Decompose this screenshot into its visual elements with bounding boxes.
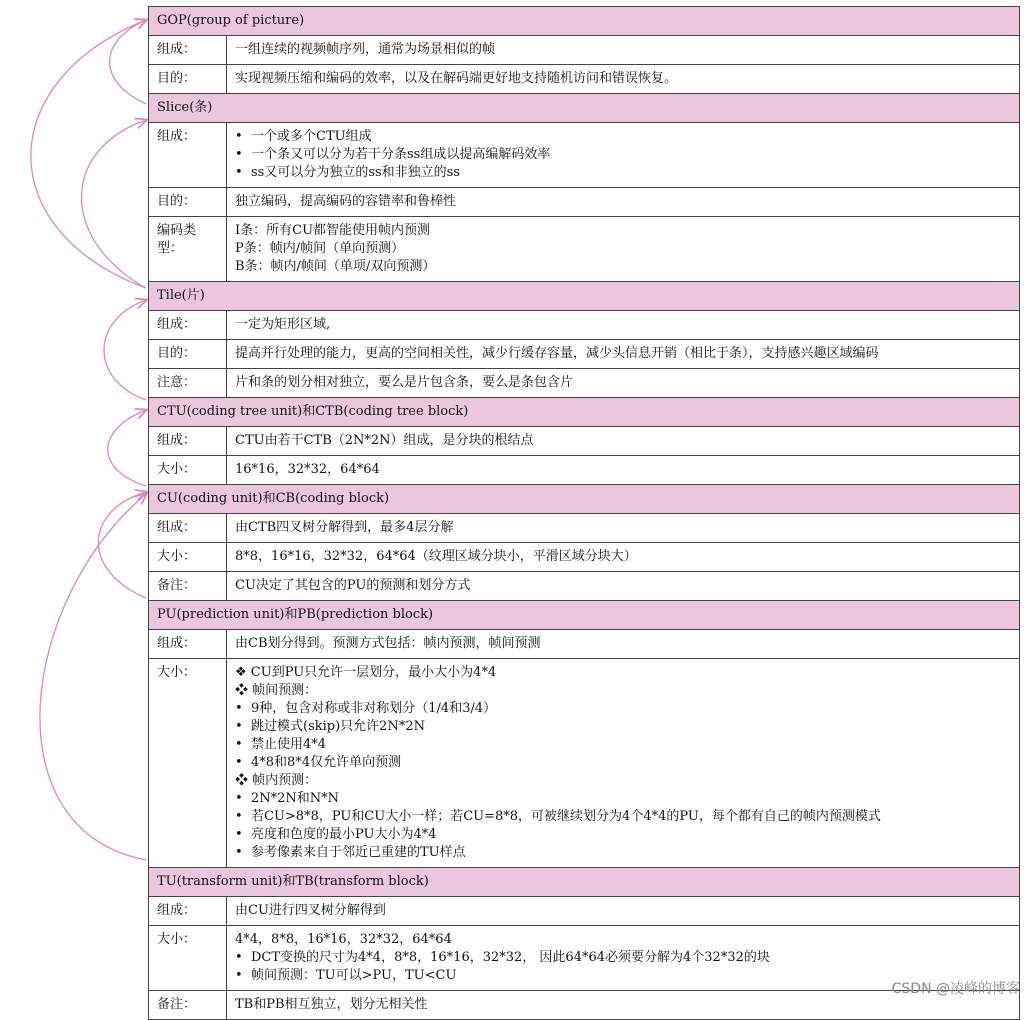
watermark: CSDN @凌峰的博客 (891, 981, 1020, 997)
list-item: • 9种，包含对称或非对称划分（1/4和3/4） (235, 700, 1011, 718)
list-item: • 亮度和色度的最小PU大小为4*4 (235, 826, 1011, 844)
list-item: ❖ CU到PU只允许一层划分，最小大小为4*4 (235, 664, 1011, 682)
table-row (149, 991, 1020, 1020)
table-row (149, 630, 1020, 659)
row-label: 大小： (149, 926, 227, 991)
tile-header: Tile(片) (149, 282, 1020, 311)
ctu-header: CTU(coding tree unit)和CTB(coding tree block) (149, 398, 1020, 427)
table-row (149, 340, 1020, 369)
tile-header-row (149, 282, 1020, 311)
table-row (149, 123, 1020, 188)
table-row (149, 217, 1020, 282)
list-item: • 4*8和8*4仅允许单向预测 (235, 754, 1011, 772)
diamond-list (235, 664, 1011, 700)
tu-header: TU(transform unit)和TB(transform block) (149, 868, 1020, 897)
list-item: ❖ 帧内预测： (235, 772, 1011, 790)
list-item: • 一个或多个CTU组成 (235, 128, 1011, 146)
table-row (149, 456, 1020, 485)
line-item: B条：帧内/帧间（单项/双向预测） (235, 259, 436, 274)
row-label: 组成： (149, 36, 227, 65)
list-item: • 跳过模式(skip)只允许2N*2N (235, 718, 1011, 736)
pu-header-row (149, 601, 1020, 630)
row-label: 注意： (149, 369, 227, 398)
slice-header-row (149, 94, 1020, 123)
arrow-tu-to-cu (40, 494, 146, 860)
row-value: CTU由若干CTB（2N*2N）组成，是分块的根结点 (227, 427, 1020, 456)
row-value: 由CTB四叉树分解得到，最多4层分解 (227, 514, 1020, 543)
list-item: • 参考像素来自于邻近已重建的TU样点 (235, 844, 1011, 862)
line-item: 4*4，8*8，16*16，32*32，64*64 (235, 932, 452, 947)
arrow-tile-to-slice (82, 120, 147, 288)
table-row (149, 311, 1020, 340)
row-value: 一定为矩形区域, (227, 311, 1020, 340)
table-row (149, 427, 1020, 456)
row-value: 由CB划分得到。预测方式包括：帧内预测，帧间预测 (227, 630, 1020, 659)
table-row (149, 897, 1020, 926)
row-label: 大小： (149, 456, 227, 485)
row-label: 大小： (149, 543, 227, 572)
list-item: • 2N*2N和N*N (235, 790, 1011, 808)
row-value: 提高并行处理的能力，更高的空间相关性，减少行缓存容量，减少头信息开销（相比于条），支持感兴趣区域编码 (227, 340, 1020, 369)
row-value: TB和PB相互独立，划分无相关性 (227, 991, 1020, 1020)
row-label: 备注： (149, 572, 227, 601)
list-item: • DCT变换的尺寸为4*4，8*8，16*16，32*32， 因此64*64必须要分解为4个32*32的块 (235, 949, 1011, 967)
bullet-list (235, 128, 1011, 182)
bullet-list (235, 700, 1011, 772)
gop-header-row (149, 7, 1020, 36)
table-row (149, 514, 1020, 543)
row-label: 备注： (149, 991, 227, 1020)
row-value (227, 123, 1020, 188)
row-label: 组成： (149, 514, 227, 543)
table-row (149, 543, 1020, 572)
arrow-tile-to-gop (31, 20, 146, 288)
row-label: 组成： (149, 311, 227, 340)
list-item: • 一个条又可以分为若干分条ss组成以提高编解码效率 (235, 146, 1011, 164)
cu-header: CU(coding unit)和CB(coding block) (149, 485, 1020, 514)
row-value (227, 659, 1020, 868)
row-value: 独立编码，提高编码的容错率和鲁棒性 (227, 188, 1020, 217)
table-row (149, 572, 1020, 601)
ctu-header-row (149, 398, 1020, 427)
line-item: I条：所有CU都智能使用帧内预测 (235, 223, 431, 238)
list-item: • ss又可以分为独立的ss和非独立的ss (235, 164, 1011, 182)
cu-header-row (149, 485, 1020, 514)
list-item: • 禁止使用4*4 (235, 736, 1011, 754)
row-label: 组成： (149, 427, 227, 456)
row-value: CU决定了其包含的PU的预测和划分方式 (227, 572, 1020, 601)
row-label: 目的： (149, 188, 227, 217)
line-item: P条：帧内/帧间（单向预测） (235, 241, 405, 256)
row-value: 片和条的划分相对独立，要么是片包含条，要么是条包含片 (227, 369, 1020, 398)
arrow-slice-to-gop (110, 20, 146, 104)
tu-header-row (149, 868, 1020, 897)
list-item: ❖ 帧间预测： (235, 682, 1011, 700)
list-item: • 若CU>8*8，PU和CU大小一样；若CU=8*8，可被继续划分为4个4*4的PU，每个都有自己的帧内预测模式 (235, 808, 1011, 826)
table-row (149, 659, 1020, 868)
row-value: 实现视频压缩和编码的效率，以及在解码端更好地支持随机访问和错误恢复。 (227, 65, 1020, 94)
row-label: 组成： (149, 897, 227, 926)
hierarchy-table (148, 6, 1020, 1020)
table-row (149, 36, 1020, 65)
arrow-ctu-to-tile (104, 300, 146, 400)
row-label: 组成： (149, 123, 227, 188)
row-label: 目的： (149, 340, 227, 369)
row-value (227, 217, 1020, 282)
arrow-cu-to-ctu (108, 410, 146, 486)
table-row (149, 926, 1020, 991)
row-value: 一组连续的视频帧序列，通常为场景相似的帧 (227, 36, 1020, 65)
table-row (149, 188, 1020, 217)
table-row (149, 65, 1020, 94)
gop-header: GOP(group of picture) (149, 7, 1020, 36)
row-value: 由CU进行四叉树分解得到 (227, 897, 1020, 926)
slice-header: Slice(条) (149, 94, 1020, 123)
row-label: 组成： (149, 630, 227, 659)
row-label: 大小： (149, 659, 227, 868)
arrow-pu-to-cu (98, 492, 146, 598)
pu-header: PU(prediction unit)和PB(prediction block) (149, 601, 1020, 630)
list-item: • 帧间预测：TU可以>PU，TU<CU (235, 967, 1011, 985)
bullet-list (235, 790, 1011, 862)
row-label: 编码类型： (149, 217, 227, 282)
row-value: 8*8，16*16，32*32，64*64（纹理区域分块小，平滑区域分块大） (227, 543, 1020, 572)
row-label: 目的： (149, 65, 227, 94)
row-value: 16*16，32*32，64*64 (227, 456, 1020, 485)
diamond-list (235, 772, 1011, 790)
table-row (149, 369, 1020, 398)
